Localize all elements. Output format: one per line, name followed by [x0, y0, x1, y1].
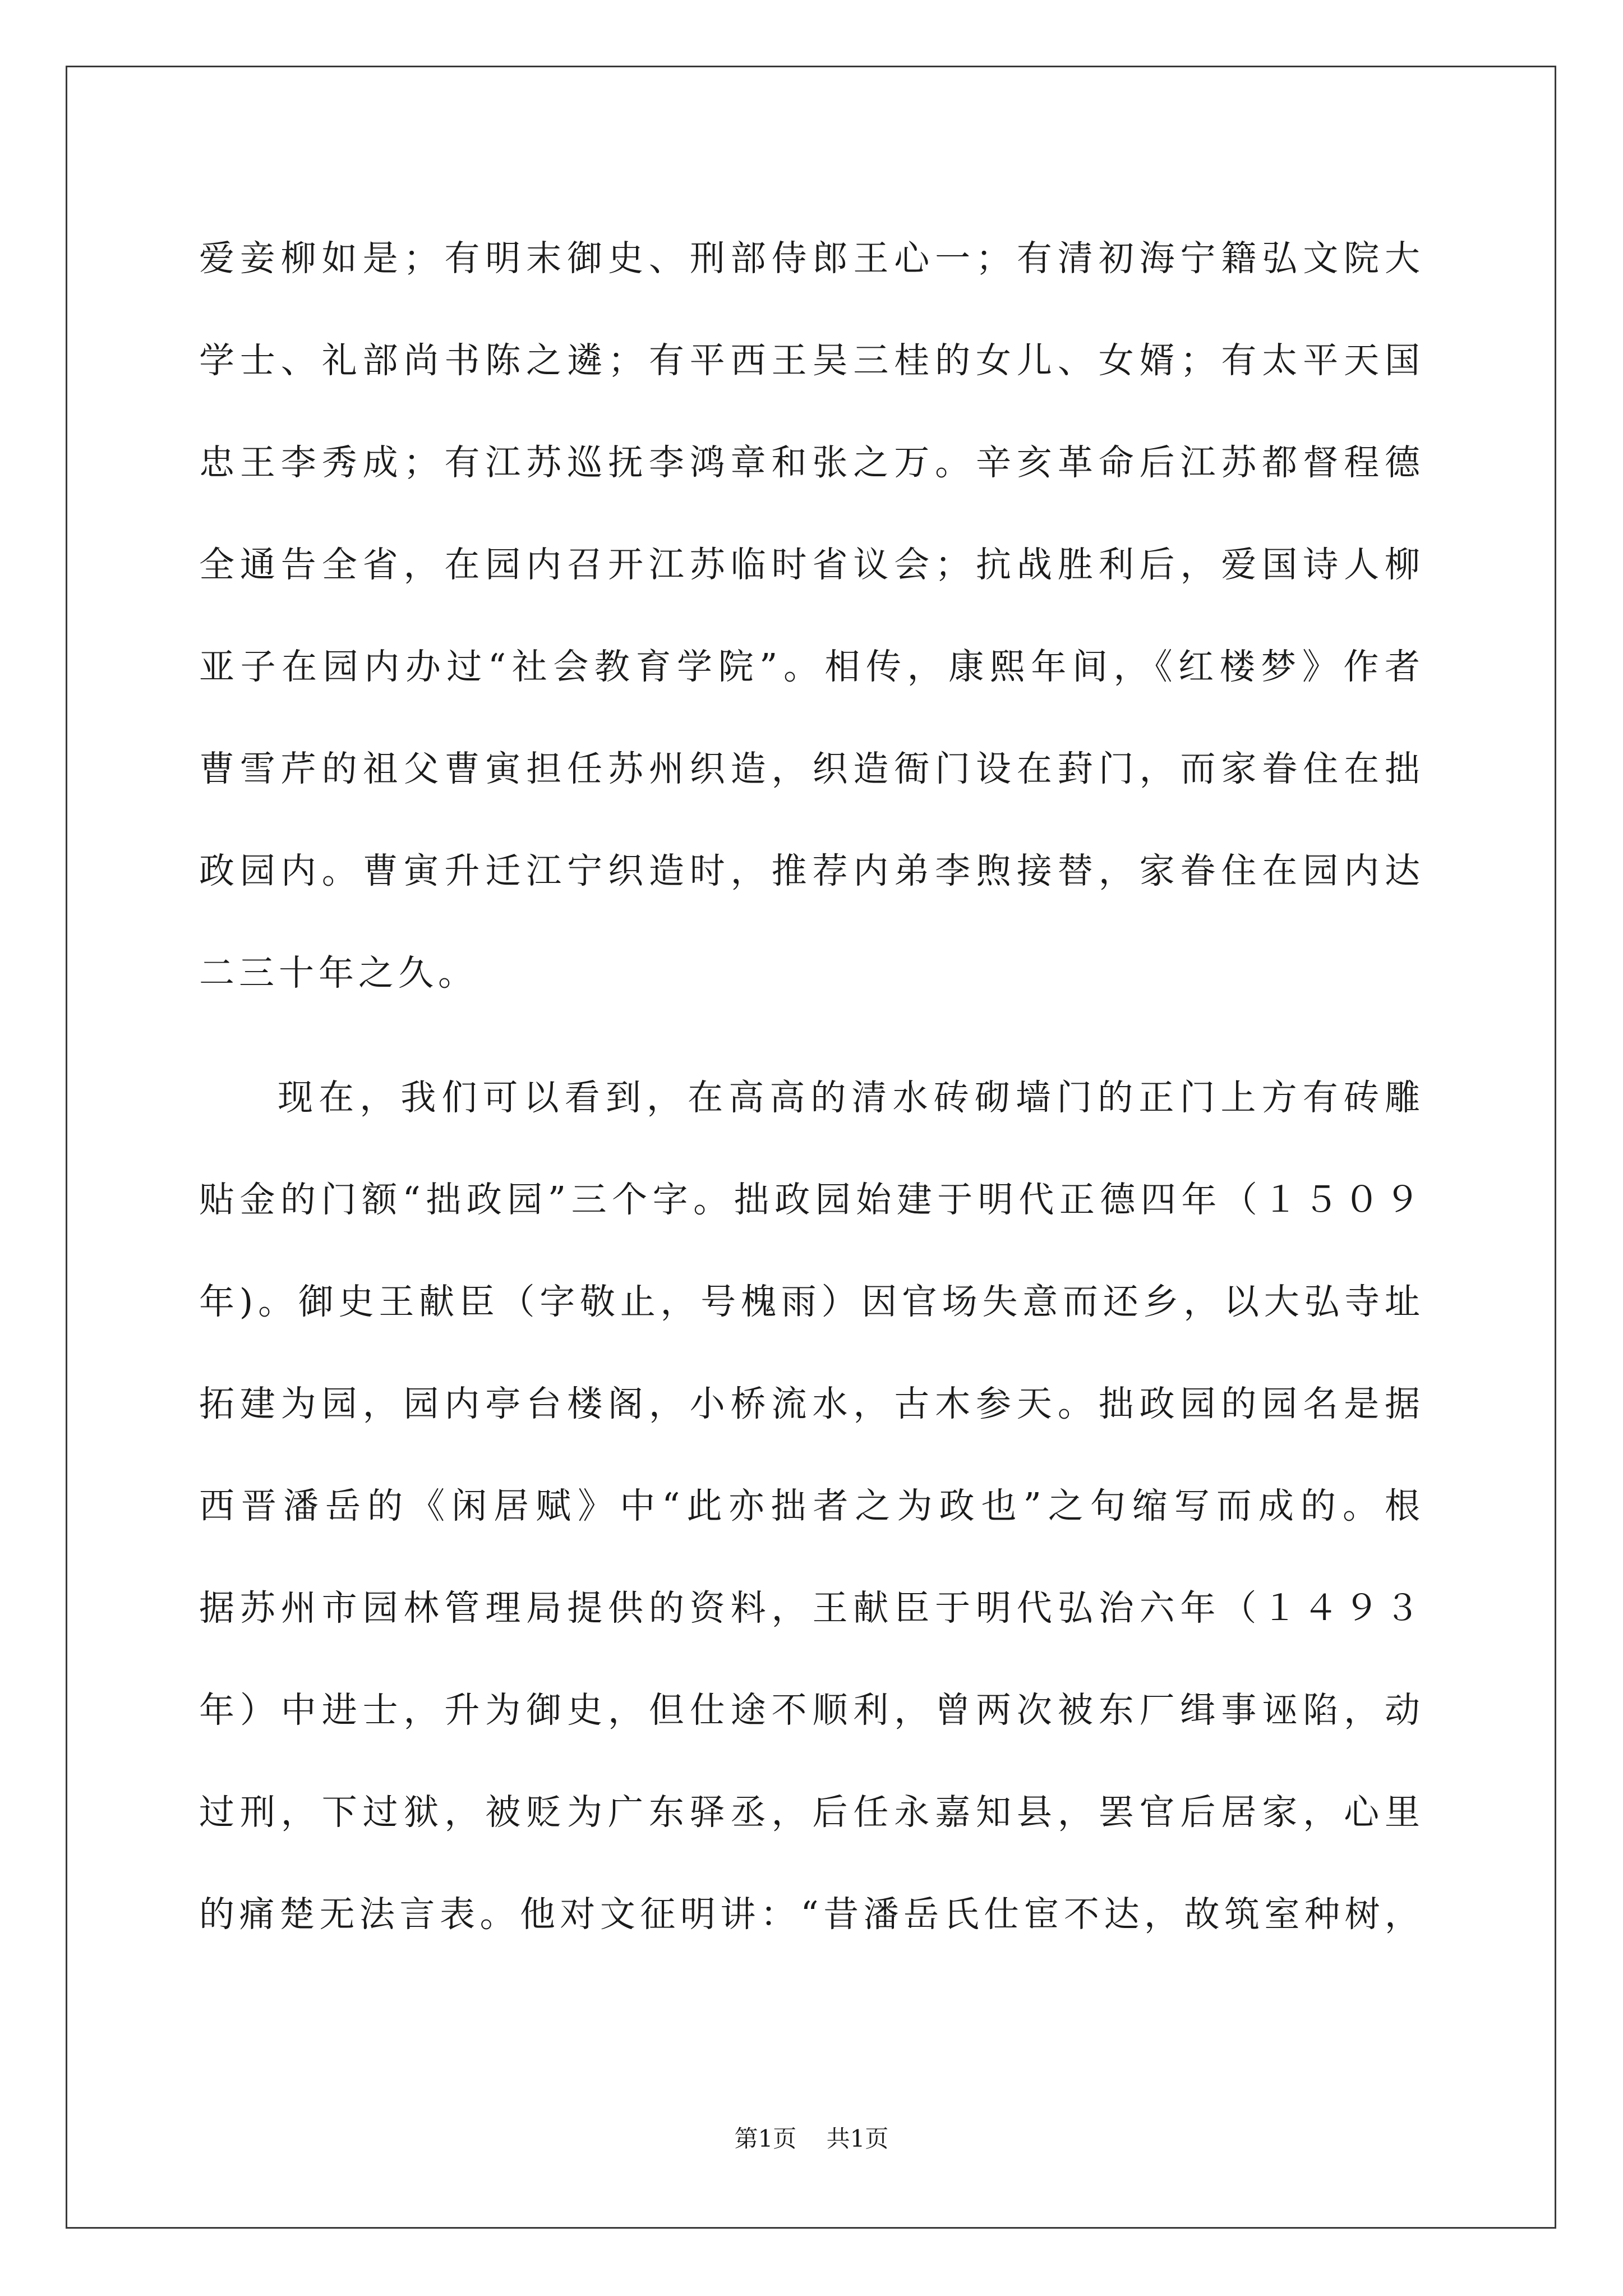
text-line: 拓建为园，园内亭台楼阁，小桥流水，古木参天。拙政园的园名是据	[199, 1383, 1424, 1424]
page-number: 第1页	[734, 2125, 797, 2152]
text-line: 年）中进士，升为御史，但仕途不顺利，曾两次被东厂缉事诬陷，动	[199, 1690, 1424, 1731]
text-line: 二三十年之久。	[199, 953, 478, 993]
total-pages: 共1页	[826, 2125, 889, 2152]
paragraph-1	[199, 208, 1424, 1024]
text-line: 西晋潘岳的《闲居赋》中“此亦拙者之为政也”之句缩写而成的。根	[199, 1485, 1424, 1526]
text-line: 贴金的门额“拙政园”三个字。拙政园始建于明代正德四年（１５０９	[199, 1179, 1424, 1220]
document-body	[199, 208, 1424, 1966]
text-line: 现在，我们可以看到，在高高的清水砖砌墙门的正门上方有砖雕	[278, 1077, 1424, 1118]
text-line: 政园内。曹寅升迁江宁织造时，推荐内弟李煦接替，家眷住在园内达	[199, 850, 1424, 891]
text-line: 曹雪芹的祖父曹寅担任苏州织造，织造衙门设在葑门，而家眷住在拙	[199, 748, 1424, 789]
text-line: 学士、礼部尚书陈之遴；有平西王吴三桂的女儿、女婿；有太平天国	[199, 340, 1424, 381]
paragraph-gap	[199, 1024, 1424, 1047]
text-line: 爱妾柳如是；有明末御史、刑部侍郎王心一；有清初海宁籍弘文院大	[199, 238, 1424, 279]
text-line: 亚子在园内办过“社会教育学院”。相传，康熙年间，《红楼梦》作者	[199, 646, 1424, 687]
text-line: 的痛楚无法言表。他对文征明讲：“昔潘岳氏仕宦不达，故筑室种树，	[199, 1894, 1424, 1935]
text-line: 忠王李秀成；有江苏巡抚李鸿章和张之万。辛亥革命后江苏都督程德	[199, 442, 1424, 483]
text-line: 过刑，下过狱，被贬为广东驿丞，后任永嘉知县，罢官后居家，心里	[199, 1792, 1424, 1833]
text-line: 全通告全省，在园内召开江苏临时省议会；抗战胜利后，爱国诗人柳	[199, 544, 1424, 585]
text-line: 据苏州市园林管理局提供的资料，王献臣于明代弘治六年（１４９３	[199, 1588, 1424, 1628]
page-footer	[0, 2120, 1623, 2154]
text-line: 年)。御史王献臣（字敬止，号槐雨）因官场失意而还乡，以大弘寺址	[199, 1281, 1424, 1322]
paragraph-2	[199, 1047, 1424, 1966]
